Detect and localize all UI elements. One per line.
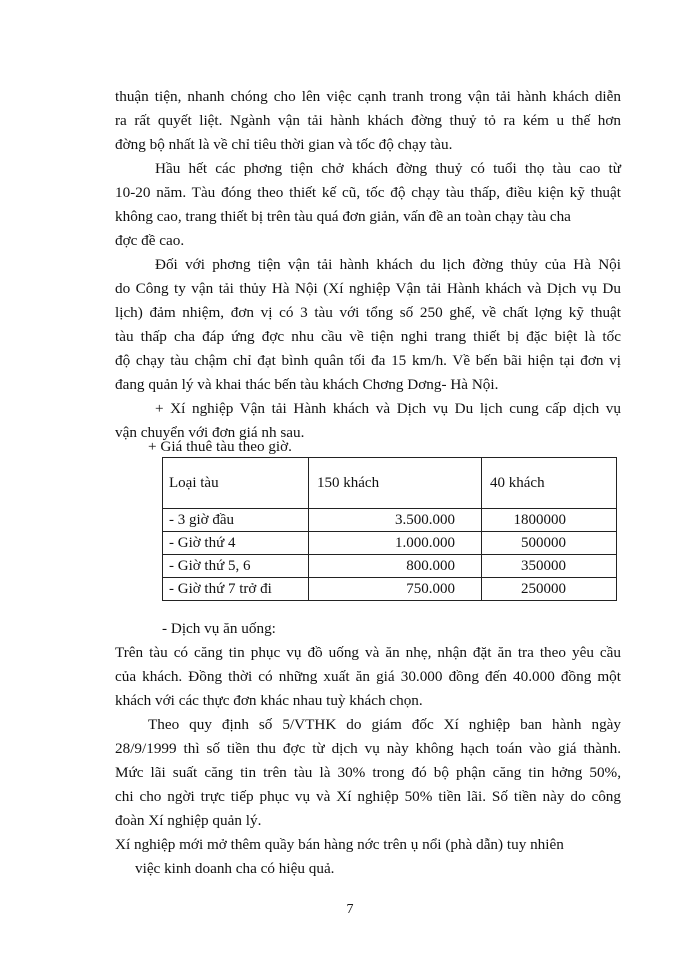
table-header-row [163, 458, 617, 509]
table-cell: - Giờ thứ 4 [163, 532, 309, 555]
paragraph-line: ra rất quyết liệt. Ngành vận tải hành khách đờng thuỷ tỏ ra kém u thế hơn [115, 112, 621, 129]
header-cell: Loại tàu [163, 458, 309, 509]
paragraph-line: 28/9/1999 thì số tiền thu đợc từ dịch vụ này không hạch toán vào giá thành. [115, 740, 621, 757]
paragraph-line: vận chuyển với đơn giá nh sau. [115, 424, 305, 441]
table-cell: 500000 [482, 532, 617, 555]
paragraph-line: tàu thấp cha đáp ứng đợc nhu cầu về tiện nghi trang thiết bị đặc biệt là tốc [115, 328, 621, 345]
paragraph-line: Theo quy định số 5/VTHK do giám đốc Xí nghiệp ban hành ngày [148, 716, 621, 733]
table-cell: - Giờ thứ 7 trở đi [163, 578, 309, 601]
paragraph-line: không cao, trang thiết bị trên tàu quá đơn giản, vấn đề an toàn chạy tàu cha [115, 208, 571, 225]
table-row [163, 509, 617, 532]
paragraph-line: đợc đề cao. [115, 232, 185, 249]
table-cell: - 3 giờ đầu [163, 509, 309, 532]
paragraph-line: Trên tàu có căng tin phục vụ đồ uống và ăn nhẹ, nhận đặt ăn tra theo yêu cầu [115, 644, 621, 661]
paragraph-line: Đối với phơng tiện vận tải hành khách du lịch đờng thủy của Hà Nội [155, 256, 621, 273]
header-cell: 40 khách [482, 458, 617, 509]
paragraph-line: + Xí nghiệp Vận tải Hành khách và Dịch vụ Du lịch cung cấp dịch vụ [155, 400, 621, 417]
table-row [163, 578, 617, 601]
paragraph-line: do Công ty vận tải thủy Hà Nội (Xí nghiệp Vận tải Hành khách và Dịch vụ Du [115, 280, 621, 297]
paragraph-line: Hầu hết các phơng tiện chở khách đờng thuỷ có tuổi thọ tàu cao từ [155, 160, 621, 177]
rental-price-table [162, 457, 617, 601]
page-number: 7 [346, 902, 354, 917]
table-cell: 1.000.000 [309, 532, 482, 555]
paragraph-line: của khách. Đồng thời có những xuất ăn giá 30.000 đồng đến 40.000 đồng một [115, 668, 621, 685]
table-caption: + Giá thuê tàu theo giờ. [148, 438, 292, 455]
table-row [163, 555, 617, 578]
paragraph-line: đoàn Xí nghiệp quản lý. [115, 812, 262, 829]
section-heading: - Dịch vụ ăn uống: [162, 620, 276, 637]
table-cell: 350000 [482, 555, 617, 578]
paragraph-line: Xí nghiệp mới mở thêm quầy bán hàng nớc trên ụ nổi (phà dẫn) tuy nhiên [115, 836, 564, 853]
paragraph-line: 10-20 năm. Tàu đóng theo thiết kế cũ, tốc độ chạy tàu thấp, điều kiện kỹ thuật [115, 184, 621, 201]
paragraph-line: lịch) đảm nhiệm, đơn vị có 3 tàu với tổng số 250 ghế, về chất lợng kỹ thuật [115, 304, 621, 321]
table-cell: 3.500.000 [309, 509, 482, 532]
paragraph-line: đờng bộ nhất là về chỉ tiêu thời gian và tốc độ chạy tàu. [115, 136, 453, 153]
table-cell: 750.000 [309, 578, 482, 601]
paragraph-line: thuận tiện, nhanh chóng cho lên việc cạnh tranh trong vận tải hành khách diễn [115, 88, 621, 105]
paragraph-line: chi cho ngời trực tiếp phục vụ và Xí nghiệp 50% tiền lãi. Số tiền này do công [115, 788, 621, 805]
table-row [163, 532, 617, 555]
table-cell: 250000 [482, 578, 617, 601]
header-cell: 150 khách [309, 458, 482, 509]
paragraph-line: khách với các thực đơn khác nhau tuỳ khách chọn. [115, 692, 423, 709]
paragraph-line: Mức lãi suất căng tin trên tàu là 30% trong đó bộ phận căng tin hởng 50%, [115, 764, 621, 781]
paragraph-line: việc kinh doanh cha có hiệu quả. [135, 860, 335, 877]
paragraph-line: đang quản lý và khai thác bến tàu khách Chơng Dơng- Hà Nội. [115, 376, 499, 393]
paragraph-line: độ chạy tàu chậm chỉ đạt bình quân tối đa 15 km/h. Về bến bãi hiện tại đơn vị [115, 352, 621, 369]
table-cell: 800.000 [309, 555, 482, 578]
table-cell: - Giờ thứ 5, 6 [163, 555, 309, 578]
table-cell: 1800000 [482, 509, 617, 532]
